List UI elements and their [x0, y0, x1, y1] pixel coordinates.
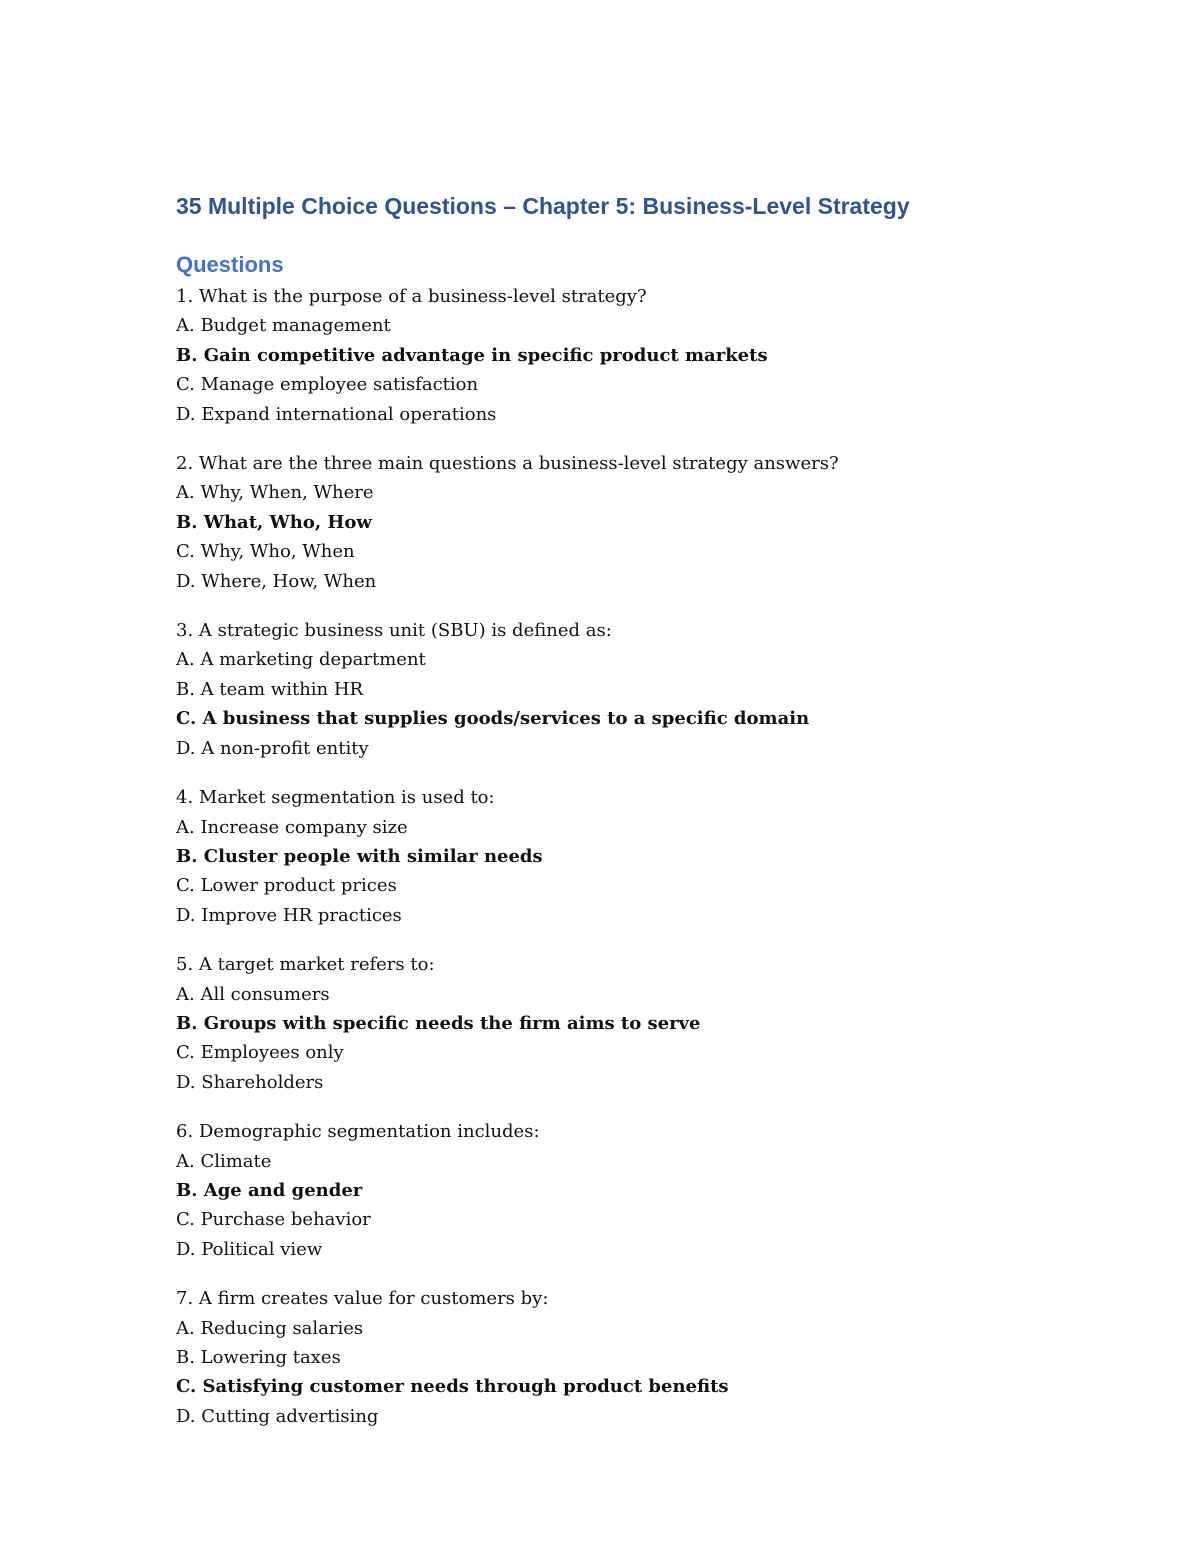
answer-option: B. A team within HR [176, 678, 364, 700]
answer-option-correct: C. Satisfying customer needs through product benefits [176, 1376, 729, 1398]
question-text: 5. A target market refers to: [176, 954, 435, 976]
question-text: 4. Market segmentation is used to: [176, 787, 495, 809]
answer-option: A. A marketing department [176, 649, 426, 671]
answer-option-correct: B. What, Who, How [176, 511, 372, 533]
answer-option: D. Expand international operations [176, 403, 497, 425]
answer-option: D. Shareholders [176, 1071, 324, 1093]
answer-option: A. Reducing salaries [176, 1317, 364, 1339]
document-title: 35 Multiple Choice Questions – Chapter 5: Business-Level Strategy [176, 193, 910, 219]
question-text: 6. Demographic segmentation includes: [176, 1121, 540, 1143]
question-block [176, 783, 1076, 930]
answer-option: A. All consumers [176, 983, 330, 1005]
question-text: 2. What are the three main questions a business-level strategy answers? [176, 453, 839, 475]
answer-option: D. Improve HR practices [176, 904, 402, 926]
answer-option: C. Purchase behavior [176, 1209, 371, 1231]
question-text: 7. A firm creates value for customers by: [176, 1288, 549, 1310]
question-block [176, 616, 1076, 763]
document-page [176, 190, 1076, 1451]
section-heading: Questions [176, 252, 284, 277]
question-list [176, 282, 1076, 1431]
question-block [176, 1117, 1076, 1264]
answer-option: A. Climate [176, 1150, 272, 1172]
question-text: 3. A strategic business unit (SBU) is defined as: [176, 620, 612, 642]
answer-option: C. Why, Who, When [176, 541, 355, 563]
answer-option-correct: B. Gain competitive advantage in specific product markets [176, 344, 768, 366]
answer-option: A. Why, When, Where [176, 482, 374, 504]
answer-option: D. Cutting advertising [176, 1405, 379, 1427]
question-block [176, 282, 1076, 429]
question-block [176, 1284, 1076, 1431]
question-block [176, 950, 1076, 1097]
answer-option: B. Lowering taxes [176, 1347, 341, 1368]
answer-option: C. Lower product prices [176, 875, 397, 897]
answer-option: D. Political view [176, 1238, 323, 1260]
answer-option: D. A non-profit entity [176, 737, 369, 759]
question-text: 1. What is the purpose of a business-level strategy? [176, 286, 647, 307]
answer-option: A. Increase company size [176, 816, 408, 838]
answer-option-correct: B. Cluster people with similar needs [176, 845, 543, 867]
answer-option-correct: C. A business that supplies goods/services to a specific domain [176, 708, 810, 730]
answer-option: A. Budget management [176, 315, 391, 337]
answer-option-correct: B. Groups with specific needs the firm aims to serve [176, 1012, 701, 1034]
answer-option-correct: B. Age and gender [176, 1179, 363, 1201]
answer-option: D. Where, How, When [176, 570, 377, 592]
question-block [176, 449, 1076, 596]
answer-option: C. Manage employee satisfaction [176, 374, 479, 396]
answer-option: C. Employees only [176, 1042, 344, 1064]
